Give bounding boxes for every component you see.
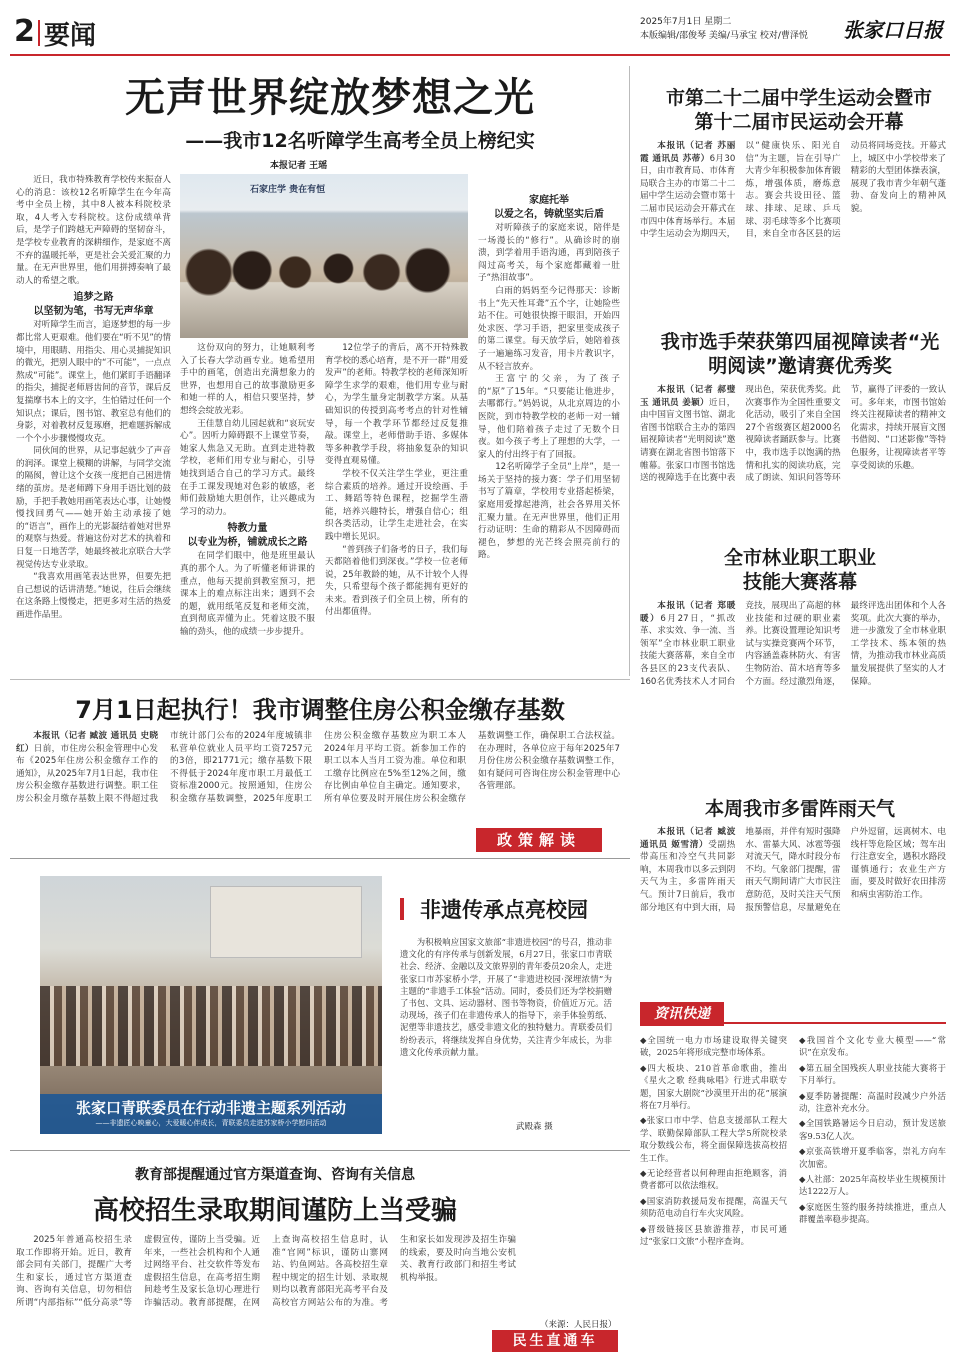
story7-text: 为积极响应国家文旅部“非遗进校园”的号召，推动非遗文化的有序传承与创新发展，6月27日，张家口市青联社会、经济、金融以及文旅界别的青年委员20余人，走进张家口市苏家桥小学，开展了“非遗进校园·深埋浓情”为主题的“非遗手工体验”活动。同时，委员们还为学校捐赠了书包、文具、运动器材、图书等物资，价值近万元。活动现场，孩子们在非遗传承人的指导下，亲手体验剪纸、泥塑等非遗技艺，感受非遗文化的独特魅力。青联委员们纷纷表示，将继续发挥自身优势，关注青少年成长，为非遗文化传承贡献力量。 (400, 937, 612, 1057)
story1-col1 (16, 174, 171, 678)
story1-col4 (478, 174, 620, 678)
story5-byline: 本报讯（记者 臧波 通讯员 姬雪清） (640, 827, 736, 850)
story5-body (640, 826, 946, 982)
story3-title: 我市选手荣获第四届视障读者“光明阅读”邀请赛优秀奖 (660, 331, 940, 377)
story1-col2 (180, 342, 315, 678)
story8-title: 高校招生录取期间谨防上当受骗 (92, 1196, 457, 1226)
story1-body11: 白雨的妈妈至今记得那天：诊断书上“先天性耳聋”五个字，让她险些站不住。可她很快擦干眼泪，开始四处求医、学习手语，把家里变成孩子的第二课堂。每天放学后，她陪着孩子一遍遍练习发音，用卡片教识字，从不轻言放弃。 (478, 285, 620, 372)
brief-item: ◆我国首个文化专业大模型——“常识”在京发布。 (799, 1035, 946, 1058)
issue-weekday: 星期二 (704, 17, 732, 27)
section-title: 要闻 (44, 21, 97, 51)
story8-text: 2025年普通高校招生录取工作即将开始。近日，教育部会同有关部门，提醒广大考生和家长，通过官方渠道查询、咨询有关信息，切勿相信所谓“内部指标”“低分高录”等虚假宣传，谨防上当受骗。近年来，一些社会机构和个人通过网络平台、社交软件等发布虚假招生信息，在高考招生期间趁考生及家长急切心理进行诈骗活动。教育部提醒，在网上查询高校招生信息时，认准“官网”标识，谨防山寨网站、钓鱼网站。各高校招生章程中规定的招生计划、录取规则均以教育部阳光高考平台及高校官方网站公布的为准。考生和家长如发现涉及招生诈骗的线索，要及时向当地公安机关、教育行政部门和招生考试机构举报。 (16, 1235, 516, 1308)
briefs-title: 资讯快递 (640, 1002, 724, 1026)
photo-building (210, 886, 362, 958)
brief-item: ◆无论经营者以何种理由拒绝顾客，消费者都可以依法维权。 (640, 1168, 787, 1191)
story5-text: 受副热带高压和冷空气共同影响，本周我市以多云到阴天气为主，多雷阵雨天气。预计7日前后，我市部分地区有中到大雨，局地暴雨，并伴有短时强降水、雷暴大风、冰雹等强对流天气，降水时段分布不均。气象部门提醒，雷雨天气期间请广大市民注意防范，及时关注天气预报预警信息，尽量避免在户外逗留，远离树木、电线杆等危险区域；驾车出行注意安全，遇积水路段谨慎通行；农业生产方面，要及时做好农田排涝和病虫害防治工作。 (640, 827, 946, 913)
story1-photo (180, 174, 468, 338)
story1-body7: 12位学子的背后，离不开特殊教育学校的悉心培育，是不开一群“用爱发声”的老师。特教学校的老师深知听障学生求学的艰难，他们用专业与耐心，为学生量身定制教学方案。从基础知识的传授到高考考点的针对性辅导，每一个教学环节都经过反复推敲。课堂上，老师借助手语、多媒体等多种教学手段，将抽象复杂的知识变得直观易懂。 (325, 343, 468, 467)
story6-text: 日前，市住房公积金管理中心发布《2025年住房公积金缴存工作的通知》，从2025年7月1日起，我市住房公积金缴存基数进行调整。职工住房公积金月缴存基数上限不得超过我市统计部门公布的2024年度城镇非私营单位就业人员平均工资7257元的3倍，即21771元；缴存基数下限不得低于2024年度市职工月最低工资标准2000元。按照通知，住房公积金缴存基数调整，2025年度职工住房公积金缴存基数应为职工本人2024年月平均工资。新参加工作的职工以本人当月工资为准。单位和职工缴存比例应在5%至12%之间，缴存比例由单位自主确定。通知要求，所有单位要及时开展住房公积金缴存基数调整工作，确保职工合法权益。在办理时，各单位应于每年2025年7月份住房公积金缴存基数调整工作，如有疑问可咨询住房公积金管理中心各管理部。 (16, 731, 620, 804)
story1-subhead1: 追梦之路 (73, 292, 114, 304)
story1-col3 (325, 342, 468, 678)
photo-crowd (40, 986, 382, 1066)
brief-item: ◆夏季防暑提醒：高温时段减少户外活动，注意补充水分。 (799, 1090, 946, 1114)
story8-kicker: 教育部提醒通过官方渠道查询、咨询有关信息 (135, 1167, 415, 1183)
brief-item: ◆家庭医生签约服务持续推进，重点人群覆盖率稳步提高。 (799, 1201, 946, 1225)
designer: 美编/马承宝 (708, 31, 757, 41)
story8-source: （来源：人民日报） (540, 1320, 617, 1330)
story1-subhead3b: 以爱之名，铸就坚实后盾 (494, 209, 604, 220)
story7-banner (40, 1094, 382, 1134)
story6-byline: 本报讯（记者 臧波 通讯员 史晓红） (16, 731, 158, 754)
story1-title: 无声世界绽放梦想之光 (125, 75, 535, 121)
story7-accent (400, 898, 404, 920)
paper-logo: 张家口日报 (843, 18, 943, 42)
story1-body2: 同伙间的世界，从记事起就少了声音的润泽。课堂上模糊的讲解，与同学交流的隔阂，曾让这个女孩一度把自己困进情绪的茧房。是老师蹲下身用手语比划的鼓励，手把手教她用画笔表达心事，让她慢慢找回勇气——她开始主动承接了她的“语言”，画作上的光影凝结着她对世界的观察与热爱。普遍这份对艺术的执着和日复一日地苦学，她最终被北京联合大学视觉传达专业录取。 (16, 446, 171, 570)
editor: 本版编辑/邵俊琴 (640, 31, 707, 41)
policy-tag: 政策解读 (476, 828, 602, 852)
brief-item: ◆四大板块、210首革命歌曲，推出《星火之歌 经典咏唱》行进式串联专题，国家大剧院“沙漠里开出的花”展演将在7月举行。 (640, 1062, 787, 1111)
brief-item: ◆第五届全国残疾人职业技能大赛将于下月举行。 (799, 1062, 946, 1086)
story1-lead: 近日，我市特殊教育学校传来振奋人心的消息：该校12名听障学生在今年高考中全员上榜，其中8人被本科院校录取，4人考入专科院校。这份成绩单背后，是学子们跨越无声障碍的坚韧奋斗，是学校专业教育的深耕细作，是家庭不离不弃的温暖托举，更是社会关爱汇聚的力量。在无声世界里，他们用拼搏奏响了最动人的希望之歌。 (16, 175, 171, 286)
story1-body13: 12名听障学子全员“上岸”，是一场关于坚持的接力赛：学子们用坚韧书写了篇章，学校用专业搭起桥梁，家庭用爱撑起港湾，社会各界用关怀汇聚力量。在无声世界里，他们正用行动证明：生命的精彩从不因障碍而褪色，梦想的光芒终会照亮前行的路。 (478, 462, 620, 561)
livelihood-tag: 民生直通车 (492, 1330, 618, 1352)
story7-banner-sub: ——非遗匠心映童心，大爱暖心伴成长，青联委员走进苏家桥小学慰问活动 (95, 1119, 327, 1127)
masthead-info (640, 15, 840, 43)
story1-body8: 学校不仅关注学生学业，更注重综合素质的培养。通过开设绘画、手工、舞蹈等特色课程，挖掘学生潜能，培养兴趣特长，增强自信心；组织各类活动，让学生走进社会，在实践中增长见识。 (325, 468, 468, 542)
story7-body (400, 936, 612, 1112)
story1-subtitle: ——我市12名听障学生高考全员上榜纪实 (185, 130, 535, 152)
story4-body (640, 600, 946, 768)
story2-body (640, 140, 946, 290)
story4-title: 全市林业职工职业技能大赛落幕 (723, 547, 876, 593)
right-column-divider (629, 66, 630, 676)
proofer: 校对/曹泽悦 (759, 31, 808, 41)
briefs-header (640, 1002, 946, 1026)
masthead-rule (10, 54, 950, 56)
page-number: 2 (14, 14, 35, 49)
issue-date: 2025年7月1日 (640, 17, 702, 27)
briefs-list (640, 1034, 946, 1346)
story3-text: 近日，由中国盲文图书馆、湖北省图书馆联合主办的第四届视障读者“光明阅读”邀请赛在湖北省图书馆落下帷幕。张家口市图书馆选送的视障选手在比赛中表现出色，荣获优秀奖。此次赛事作为全国性重要文化活动，吸引了来自全国27个省级赛区超2000名视障读者踊跃参与。比赛中，我市选手以饱满的热情和扎实的阅读功底，完成了朗读、知识问答等环节，赢得了评委的一致认可。多年来，市图书馆始终关注视障读者的精神文化需求，持续开展盲文图书借阅、“口述影像”等特色服务，让视障读者平等享受阅读的乐趣。 (640, 385, 946, 484)
brief-item: ◆人社部：2025年高校毕业生规模预计达1222万人。 (799, 1174, 946, 1197)
masthead (0, 0, 960, 60)
story7-photo-credit: 武殿森 摄 (516, 1122, 553, 1132)
story7-banner-title: 张家口青联委员在行动非遗主题系列活动 (75, 1099, 346, 1117)
brief-item: ◆全国统一电力市场建设取得关键突破，2025年将形成完整市场体系。 (640, 1035, 787, 1058)
story1-body9: “普到孩子们备考的日子，我们每天都陪着他们到深夜。”学校一位老师说，25年教龄的她，从不计较个人得失，只希望每个孩子都能拥有更好的未来。看到孩子们全员上榜，所有的付出都值得。 (325, 544, 468, 618)
story1-body5: 这份双向的努力，让她顺利考入了长春大学动画专业。她希望用手中的画笔，创造出充满想象力的世界，也想用自己的故事激励更多和她一样的人，相信只要坚持，梦想终会绽放光彩。 (180, 343, 315, 416)
brief-item: ◆京张高铁增开夏季临客，崇礼方向车次加密。 (799, 1146, 946, 1169)
story1-byline: 本报记者 王瑶 (270, 161, 328, 171)
story1-subhead2: 特教力量 (227, 523, 268, 535)
story2-text: 6月30日，由市教育局、市体育局联合主办的市第二十二届中学生运动会暨市第十二届市民运动会开幕式在市四中体育场举行。本届中学生运动会为期四天，以“健康快乐、阳光自信”为主题，旨在引导广大青少年积极参加体育锻炼，增强体质，磨炼意志。赛会共设田径、篮球、排球、足球、乒乓球、羽毛球等多个比赛项目，来自全市各区县的运动员将同场竞技。开幕式上，城区中小学校带来了精彩的大型团体操表演，展现了我市青少年朝气蓬勃、奋发向上的精神风貌。 (640, 141, 946, 240)
story1-body4: 在同学们眼中，他是班里最认真的那个人。为了听懂老师讲课的重点，他每天提前到教室预习，把课本上的难点标注出来；遇到不会的题，就用纸笔反复和老师交流，直到彻底弄懂为止。凭着这股不服输的劲头，他的成绩一步步提升。 (180, 551, 315, 637)
story3-body (640, 384, 946, 532)
story1-body10: 对听障孩子的家庭来说，陪伴是一场漫长的“修行”。从确诊时的崩溃，到学着用手语沟通，再到陪孩子闯过高考关，每个家庭都藏着一肚子“热泪故事”。 (478, 223, 620, 284)
photo-wall-sign: 石家庄学 贵在有恒 (250, 185, 326, 195)
story1-body6: 王佳慧自幼儿园起就和“哀玩安心”。因听力障碍跟不上课堂节奏，她家人焦急又无助。直到走进特教学校，老师们用专业与耐心，引导她找到适合自己的学习方式。最终在手工课发现她对色彩的敏感，老师们鼓励她大胆创作，让兴趣成为学习的动力。 (180, 418, 315, 517)
story4-byline: 本报讯（记者 郑暖暖） (640, 601, 736, 624)
story5-title: 本周我市多雷阵雨天气 (704, 798, 895, 820)
story2-byline: 本报讯（记者 苏丽霞 通讯员 苏蒂） (640, 141, 736, 164)
story1-subhead1b: 以坚韧为笔，书写无声华章 (33, 306, 154, 318)
story1-body12: 王富宁的父亲，为了孩子的“原”了15年。“只要能让他进步，去哪都行。”妈妈说，从北京周边的小医院，到市特教学校的老师一对一辅导，他们陪着孩子走过了无数个日夜。如今孩子考上了理想的大学，一家人的付出终于有了回报。 (478, 374, 620, 460)
photo-people (180, 244, 468, 338)
story3-byline: 本报讯（记者 郝璧玉 通讯员 姜颖） (640, 385, 736, 408)
story8-col-right (512, 1164, 622, 1314)
story6-title: 7月1日起执行！我市调整住房公积金缴存基数 (75, 696, 565, 724)
story6-top-rule (10, 679, 630, 680)
story1-body3: “我喜欢用画笔表达世界，但要先把自己想说的话讲清楚。”她说，往后会继续在这条路上慢慢走，把更多对生活的热爱画进作品里。 (16, 572, 171, 620)
briefs-header-rule (724, 1022, 946, 1024)
story8-body (16, 1234, 516, 1344)
story8-top-rule (10, 1150, 630, 1151)
page-number-divider (38, 20, 40, 46)
brief-item: ◆晋级链接区县旅游推荐，市民可通过“张家口文旅”小程序查询。 (640, 1223, 787, 1247)
story1-subhead2b: 以专业为桥，铺就成长之路 (187, 537, 308, 549)
brief-item: ◆国家消防救援局发布提醒，高温天气须防范电动自行车火灾风险。 (640, 1195, 787, 1219)
brief-item: ◆张家口市中学、信息支援部队工程大学、联勤保障部队工程大学5所院校录取分数线公布，将全面保障选拔高校招生工作。 (640, 1115, 787, 1163)
story7-title: 非遗传承点亮校园 (420, 898, 588, 922)
story1-body1: 对听障学生而言，追逐梦想的每一步都比常人更艰难。他们要在“听不见”的情境中，用眼睛、用指尖、用心灵捕捉知识的微光，把别人眼中的“不可能”，一点点熬成“可能”。课堂上，他们紧盯手语翻译的指尖，捕捉老师唇齿间的音节，课后反复揣摩书本上的文字，生怕错过任何一个知识点；课后，图书馆、教室总有他们的身影，对着教材反复琢磨，把难题拆解成一个个小步骤慢慢攻克。 (16, 320, 171, 444)
brief-item: ◆全国铁路暑运今日启动，预计发送旅客9.53亿人次。 (799, 1118, 946, 1141)
story4-text: 6月27日，“抓改革、求实效、争一流、当领军”全市林业职工职业技能大赛落幕，来自全市各县区的23支代表队、160名优秀技术人才同台竞技，展现出了高超的林业技能和过硬的职业素养。比赛设置理论知识考试与实操竞赛两个环节，内容涵盖森林防火、有害生物防治、苗木培育等多个方面。经过激烈角逐，最终评选出团体和个人各奖项。此次大赛的举办，进一步激发了全市林业职工学技术、练本领的热情，为推动我市林业高质量发展提供了坚实的人才保障。 (640, 601, 946, 687)
story1-subhead3: 家庭托举 (529, 195, 569, 206)
story2-title: 市第二十二届中学生运动会暨市第十二届市民运动会开幕 (665, 87, 932, 133)
story7-top-rule (10, 858, 630, 859)
